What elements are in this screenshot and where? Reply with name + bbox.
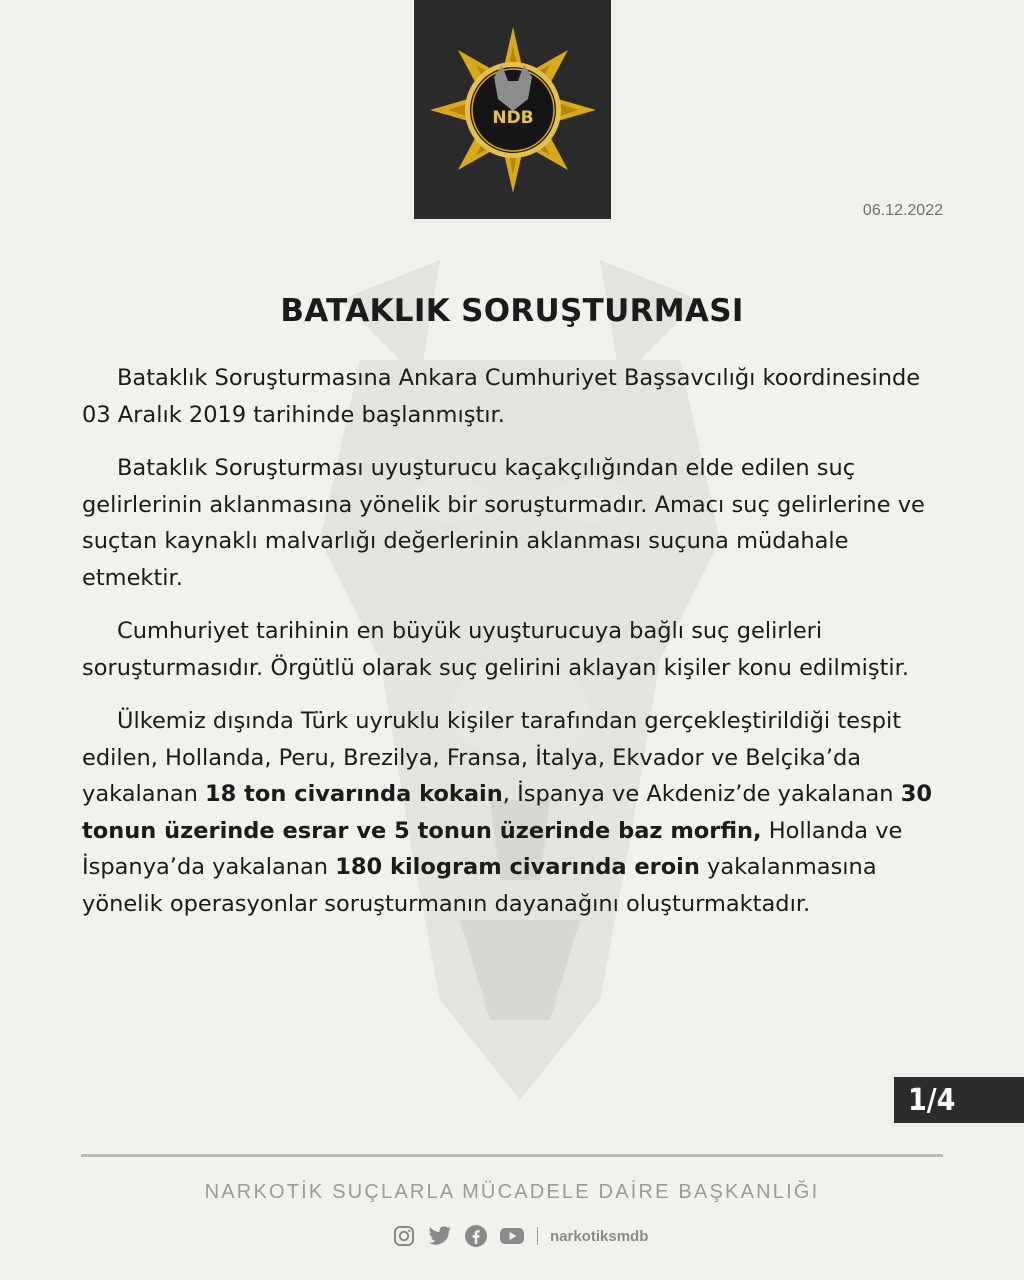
paragraph-4-text-2: , İspanya ve Akdeniz’de yakalanan: [502, 781, 901, 807]
social-separator: [537, 1227, 538, 1245]
paragraph-4-text-1: Ülkemiz dışında Türk uyruklu kişiler tarafından gerçekleştirildiği tespit edilen, Hollanda, Peru, Brezilya, Fransa, İtalya, Ekvador ve Belçika’da yakalanan: [82, 708, 902, 807]
footer-divider: [81, 1154, 943, 1157]
paragraph-4-bold-1: 18 ton civarında kokain: [205, 781, 503, 807]
page-indicator-text: 1/4: [908, 1083, 956, 1118]
paragraph-4-text-4: yakalanmasına yönelik operasyonlar soruşturmanın dayanağını oluşturmaktadır.: [82, 854, 877, 917]
paragraph-1: Bataklık Soruşturmasına Ankara Cumhuriyet Başsavcılığı koordinesinde 03 Aralık 2019 tarihinde başlanmıştır.: [82, 365, 921, 428]
paragraph-4-text-3: Hollanda ve İspanya’da yakalanan: [82, 817, 903, 880]
document-date: 06.12.2022: [862, 202, 943, 219]
social-links: [391, 1222, 648, 1250]
social-handle[interactable]: narkotiksmdb: [550, 1227, 649, 1245]
logo-text: NDB: [491, 107, 534, 128]
paragraph-2: Bataklık Soruşturması uyuşturucu kaçakçılığından elde edilen suç gelirlerinin aklanmasına yönelik bir soruşturmadır. Amacı suç gelirlerine ve suçtan kaynaklı malvarlığı değerlerinin aklanması suçuna müdahale etmektir.: [82, 455, 925, 591]
paragraph-4-bold-2: 30 tonun üzerinde esrar ve 5 tonun üzerinde baz morfin,: [82, 781, 932, 844]
paragraph-3: Cumhuriyet tarihinin en büyük uyuşturucuya bağlı suç gelirleri soruşturmasıdır. Örgütlü olarak suç gelirini aklayan kişiler konu edilmiştir.: [82, 618, 909, 681]
page-indicator: [894, 1077, 1024, 1123]
instagram-icon[interactable]: [391, 1223, 417, 1249]
facebook-icon[interactable]: [463, 1223, 489, 1249]
document-title: BATAKLIK SORUŞTURMASI: [280, 293, 744, 329]
ndb-badge-logo: [428, 25, 598, 195]
youtube-icon[interactable]: [499, 1223, 525, 1249]
footer-org-name: NARKOTİK SUÇLARLA MÜCADELE DAİRE BAŞKANLIĞI: [204, 1181, 820, 1203]
paragraph-4-bold-3: 180 kilogram civarında eroin: [335, 854, 700, 880]
document-body: [82, 360, 942, 939]
logo-panel: [414, 0, 611, 219]
paragraph-4: [82, 703, 942, 922]
twitter-icon[interactable]: [427, 1223, 453, 1249]
